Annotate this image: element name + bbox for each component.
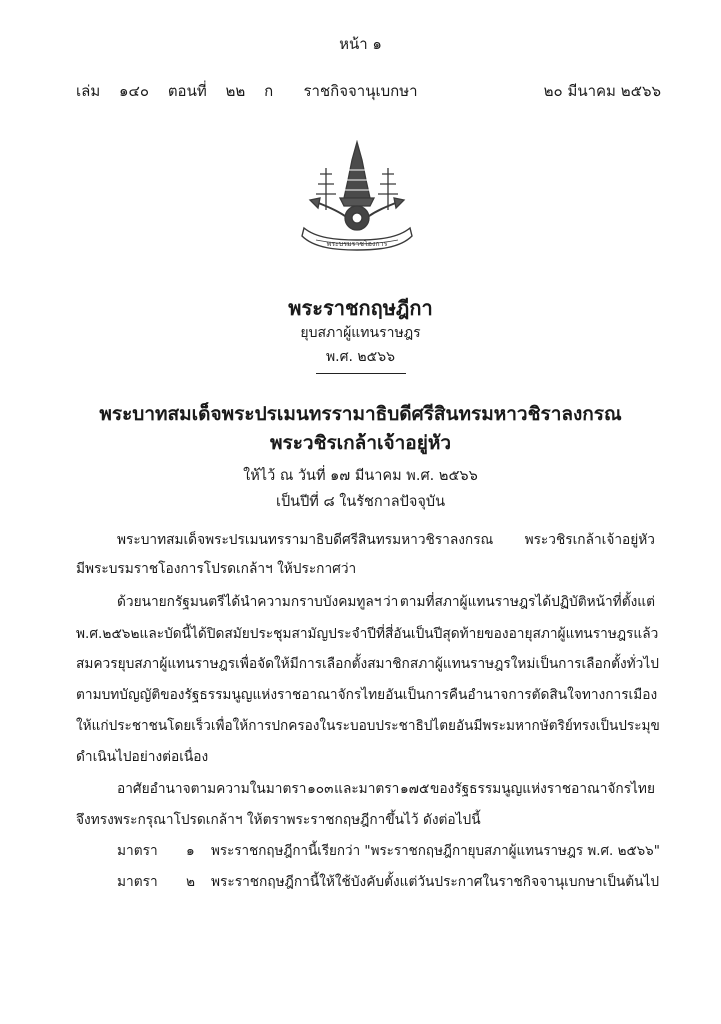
text-segment: พระบาทสมเด็จพระปรเมนทรรามาธิบดีศรีสินทรมหาวชิราลงกรณ	[117, 532, 494, 548]
text-segment: ว่า	[383, 594, 399, 610]
text-segment: และบัดนี้ได้ปิดสมัยประชุมสามัญประจำปีที่สี่อันเป็นปีสุดท้ายของอายุสภาผู้แทนราษฎรแล้ว	[139, 626, 659, 642]
king-name-line1: พระบาทสมเด็จพระปรเมนทรรามาธิบดีศรีสินทรมหาวชิราลงกรณ	[99, 403, 622, 425]
text-segment: ๒๕๖๒	[102, 626, 140, 642]
text-segment: และมาตรา	[334, 781, 400, 797]
paragraph-3-line-1	[117, 778, 655, 800]
section-1-number: ๑	[186, 843, 195, 859]
section-2-text: พระราชกฤษฎีกานี้ให้ใช้บังคับตั้งแต่วันประกาศในราชกิจจานุเบกษาเป็นต้นไป	[211, 874, 660, 890]
document-year: พ.ศ. ๒๕๖๖	[325, 349, 396, 365]
volume-number: ๑๔๐	[119, 82, 150, 100]
royal-emblem-icon	[296, 140, 418, 254]
text-segment: ของรัฐธรรมนูญแห่งราชอาณาจักรไทย	[429, 781, 655, 797]
text-segment: ด้วยนายกรัฐมนตรีได้นำความกราบบังคมทูลฯ	[117, 594, 382, 610]
paragraph-2-line-2	[76, 623, 659, 645]
text-segment: อาศัยอำนาจตามความในมาตรา	[117, 781, 307, 797]
king-name-line2: พระวชิรเกล้าเจ้าอยู่หัว	[269, 432, 452, 454]
paragraph-2-line-3: สมควรยุบสภาผู้แทนราษฎรเพื่อจัดให้มีการเลือกตั้งสมาชิกสภาผู้แทนราษฎรใหม่เป็นการเลือกตั้งทั่วไป	[76, 656, 659, 672]
text-segment: พระวชิรเกล้าเจ้าอยู่หัว	[524, 532, 655, 548]
document-title: พระราชกฤษฎีกา	[288, 296, 433, 320]
section-2-label: มาตรา	[117, 874, 158, 890]
given-date: ให้ไว้ ณ วันที่ ๑๗ มีนาคม พ.ศ. ๒๕๖๖	[243, 468, 478, 484]
part-number: ๒๒	[225, 82, 246, 100]
title-divider	[316, 373, 406, 374]
section-2-number: ๒	[186, 874, 196, 890]
gazette-name: ราชกิจจานุเบกษา	[303, 82, 418, 100]
text-segment: ๑๐๓	[307, 781, 334, 797]
paragraph-3-line-2: จึงทรงพระกรุณาโปรดเกล้าฯ ให้ตราพระราชกฤษฎีกาขึ้นไว้ ดังต่อไปนี้	[76, 812, 481, 828]
volume-label: เล่ม	[76, 82, 101, 100]
paragraph-2-line-4	[76, 684, 658, 706]
reign-year: เป็นปีที่ ๘ ในรัชกาลปัจจุบัน	[276, 494, 445, 510]
section-1-label: มาตรา	[117, 843, 158, 859]
paragraph-1-line-1	[117, 529, 655, 551]
text-segment: พ.ศ.	[76, 626, 103, 642]
svg-text:พระบรมราชโองการ: พระบรมราชโองการ	[326, 240, 388, 248]
paragraph-2-line-1	[117, 591, 655, 613]
paragraph-1-line-2: มีพระบรมราชโองการโปรดเกล้าฯ ให้ประกาศว่า	[76, 561, 357, 577]
document-subtitle: ยุบสภาผู้แทนราษฎร	[300, 325, 421, 341]
section-1-text: พระราชกฤษฎีกานี้เรียกว่า "พระราชกฤษฎีกายุบสภาผู้แทนราษฎร พ.ศ. ๒๕๖๖"	[211, 843, 660, 859]
paragraph-2-line-5: ให้แก่ประชาชนโดยเร็วเพื่อให้การปกครองในระบอบประชาธิปไตยอันมีพระมหากษัตริย์ทรงเป็นประมุข	[76, 718, 660, 734]
part-label: ตอนที่	[167, 82, 207, 100]
text-segment: ตามบทบัญญัติของรัฐธรรมนูญแห่งราชอาณาจักรไทย	[76, 687, 386, 703]
page-number: หน้า ๑	[339, 35, 382, 53]
text-segment: ๑๗๕	[399, 781, 430, 797]
gazette-date: ๒๐ มีนาคม ๒๕๖๖	[543, 82, 661, 100]
text-segment: ตามที่สภาผู้แทนราษฎรได้ปฏิบัติหน้าที่ตั้งแต่	[399, 594, 655, 610]
paragraph-2-line-6: ดำเนินไปอย่างต่อเนื่อง	[76, 749, 209, 765]
part-section: ก	[264, 82, 274, 100]
text-segment: อันเป็นการคืนอำนาจการตัดสินใจทางการเมือง	[385, 687, 658, 703]
